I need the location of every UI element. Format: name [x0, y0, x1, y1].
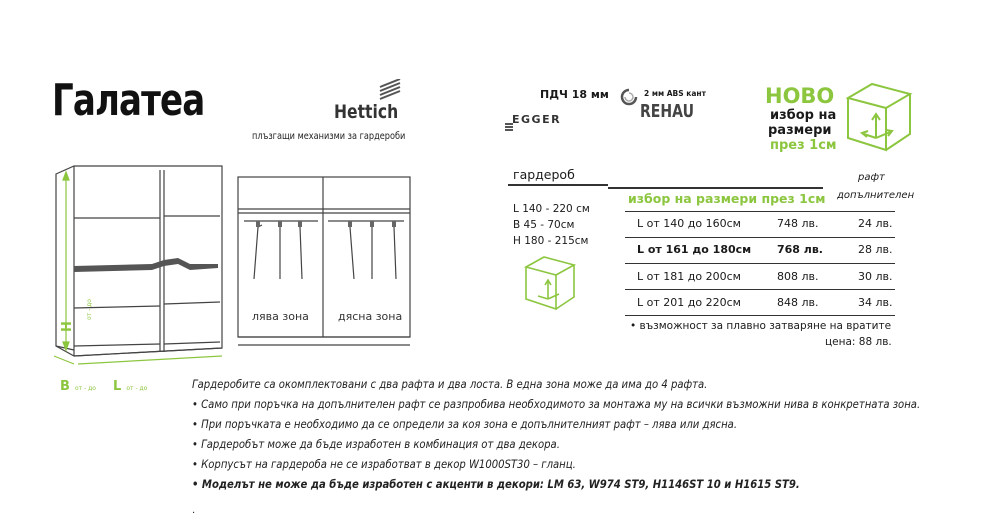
table-row-shelf: 30 лв. [858, 270, 893, 283]
divider [625, 237, 895, 238]
novo-line2: избор на [770, 108, 837, 123]
l-letter: L [113, 379, 122, 394]
table-row-price: 808 лв. [777, 270, 819, 283]
edge-material: 2 мм ABS кант [644, 89, 706, 98]
info-line: • Само при поръчка на допълнителен рафт се разпробива необходимото за монтажа му на всички възможни нива в конкретната зона. [192, 398, 921, 411]
table-row-range: L от 161 до 180см [637, 243, 752, 256]
height-range: от - до [86, 299, 93, 320]
right-zone-label: дясна зона [338, 310, 403, 323]
length-label [113, 375, 147, 394]
table-row-range: L от 201 до 220см [637, 296, 741, 309]
product-title: Галатеа [52, 75, 205, 126]
soft-close-price: цена: 88 лв. [825, 336, 892, 348]
info-line-bold: • Моделът не може да бъде изработен с акценти в декори: LM 63, W974 ST9, H1146ST 10 и H1615 ST9. [192, 478, 800, 491]
l-range: от - до [126, 385, 148, 392]
size-selection-header: избор на размери през 1см [628, 191, 826, 206]
shelf-header-line1: рафт [858, 172, 885, 183]
table-row-shelf: 24 лв. [858, 217, 893, 230]
table-row-shelf: 34 лв. [858, 296, 893, 309]
info-line: • Гардеробът може да бъде изработен в комбинация от два декора. [192, 438, 560, 451]
table-row-price: 768 лв. [777, 243, 823, 256]
divider [625, 263, 895, 264]
shelf-header-line2: допълнителен [837, 190, 915, 201]
info-line: • При поръчката е необходимо да се определи за коя зона е допълнителният рафт – лява или дясна. [192, 418, 738, 431]
table-row-range: L от 140 до 160см [637, 217, 741, 230]
soft-close-note: • възможност за плавно затваряне на вратите [630, 320, 892, 332]
divider [625, 289, 895, 290]
b-letter: B [60, 379, 70, 394]
dim-depth: B 45 - 70см [513, 219, 575, 231]
small-cube-icon [524, 253, 578, 313]
cube-dimension-icon [846, 78, 914, 154]
wardrobe-front-drawing [52, 160, 232, 370]
divider [625, 211, 895, 212]
info-line: Гардеробите са окомплектовани с два рафта и два лоста. В една зона може да има до 4 рафта. [192, 378, 708, 391]
trailing-dot: . [192, 505, 196, 516]
h-letter: H [60, 321, 75, 332]
novo-line3: размери [768, 123, 832, 138]
hettich-logo-icon [378, 79, 402, 101]
egger-brand: EGGER [512, 113, 562, 126]
rehau-swirl-icon [620, 88, 638, 106]
table-row-range: L от 181 до 200см [637, 270, 741, 283]
board-material: ПДЧ 18 мм [540, 88, 609, 101]
info-line: • Корпусът на гардероба не се изработват в декор W1000ST30 – гланц. [192, 458, 576, 471]
table-row-price: 748 лв. [777, 217, 819, 230]
divider [625, 315, 895, 316]
table-row-price: 848 лв. [777, 296, 819, 309]
b-range: от - до [75, 385, 96, 392]
dim-length: L 140 - 220 см [513, 203, 590, 215]
divider [508, 184, 608, 186]
dim-height: H 180 - 215см [513, 235, 589, 247]
left-zone-label: лява зона [252, 310, 309, 323]
table-row-shelf: 28 лв. [858, 243, 893, 256]
divider [608, 187, 823, 189]
rehau-brand: REHAU [640, 101, 694, 122]
novo-badge: НОВО [765, 84, 835, 108]
depth-label [60, 375, 96, 394]
wardrobe-label: гардероб [513, 167, 575, 182]
hettich-subtitle: плъзгащи механизми за гардероби [252, 131, 406, 142]
height-label [56, 321, 75, 332]
hettich-brand: Hettich [334, 101, 399, 123]
novo-line4: през 1см [770, 138, 837, 153]
